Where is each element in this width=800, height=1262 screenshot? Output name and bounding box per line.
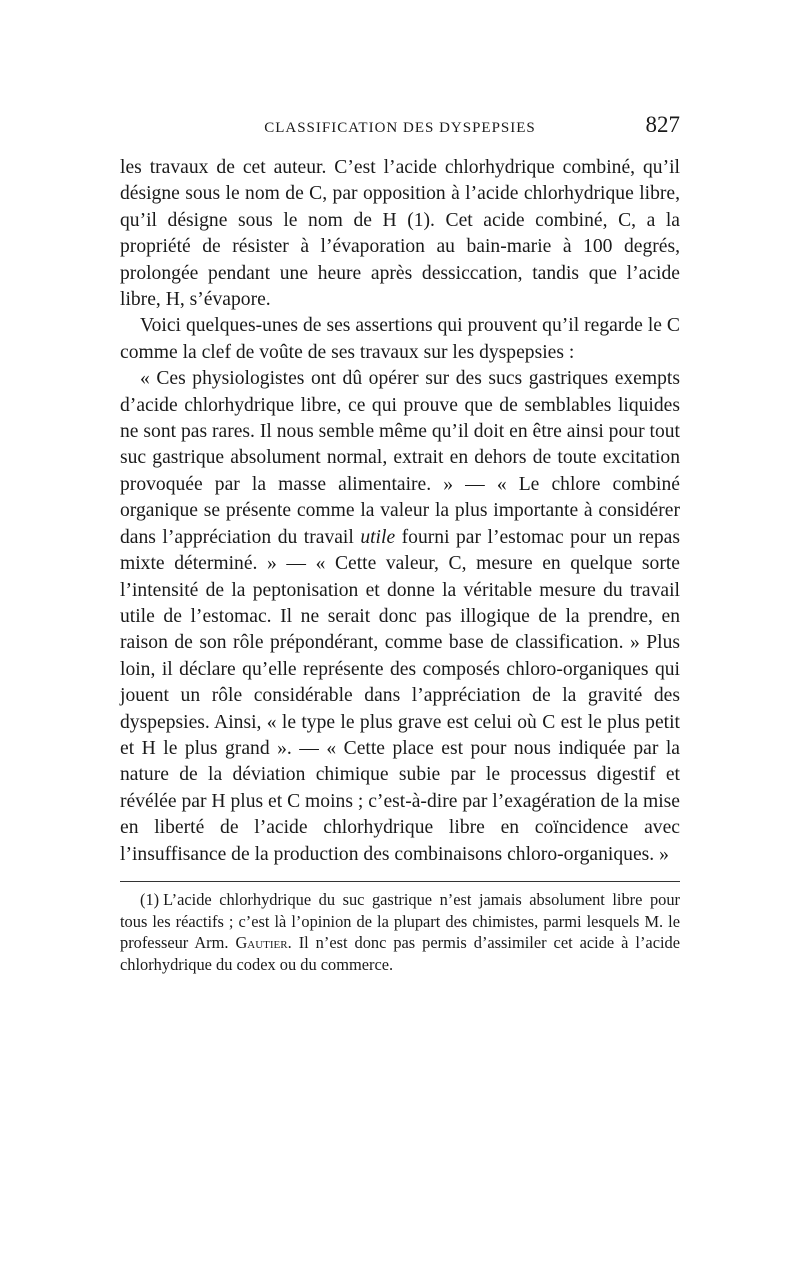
paragraph-3 <box>120 366 680 868</box>
running-head <box>120 112 680 142</box>
paragraph-2: Voici quelques-unes de ses assertions qui prouvent qu’il regarde le C comme la clef de voûte de ses travaux sur les dyspepsies : <box>120 315 680 363</box>
paragraph-1: les travaux de cet auteur. C’est l’acide chlorhydrique combiné, qu’il désigne sous le nom de C, par opposition à l’acide chlorhydrique libre, qu’il désigne sous le nom de H (1). Cet acide combiné, C, a la propriété de résister à l’évaporation au bain-marie à 100 degrés, prolongée pendant une heure après dessiccation, tandis que l’acide libre, H, s’évapore. <box>120 157 680 311</box>
footnote-author: Gautier <box>235 933 288 953</box>
page-number: 827 <box>645 112 680 137</box>
footnote-rule <box>120 881 680 882</box>
quote-part-1: « Ces physiologistes ont dû opérer sur des sucs gastriques exempts d’acide chlorhydrique libre, ce qui prouve que de semblables liquides ne sont pas rares. Il nous semble même qu’il doit en être ainsi pour tout suc gastrique absolument normal, extrait en dehors de toute excitation provoquée par la masse alimentaire. » — « Le chlore combiné organique se présente comme la valeur la plus importante à considérer dans l’appréciation du travail <box>120 368 680 548</box>
italic-word-utile: utile <box>360 526 396 548</box>
footnote-text-1: L’acide chlorhydrique du suc gastrique n’est jamais absolument libre pour tous les réactifs ; c’est là l’opinion de la plupart des chimistes, parmi lesquels M. le professeur Arm. <box>120 889 680 953</box>
book-page <box>120 112 680 975</box>
footnote-text-2: . Il n’est donc pas permis d’assimiler cet acide à l’acide chlorhydrique du codex ou du commerce. <box>120 933 680 974</box>
quote-part-2: fourni par l’estomac pour un repas mixte déterminé. » — « Cette valeur, C, mesure en quelque sorte l’intensité de la peptonisation et donne la véritable mesure du travail utile de l’estomac. Il ne serait donc pas illogique de la prendre, en raison de son rôle prépondérant, comme base de classification. » Plus loin, il déclare qu’elle représente des composés chloro-organiques qui jouent un rôle considérable dans l’appréciation de la gravité des dyspepsies. Ainsi, « le type le plus grave est celui où C est le plus petit et H le plus grand ». — « Cette place est pour nous indiquée par la nature de la déviation chimique subie par le processus digestif et révélée par H plus et C moins ; c’est-à-dire par l’exagération de la mise en liberté de l’acide chlorhydrique libre en coïncidence avec l’insuffisance de la production des combinaisons chloro-organiques. » <box>120 526 680 865</box>
footnote-marker: (1) <box>140 889 160 909</box>
running-title: CLASSIFICATION DES DYSPEPSIES <box>264 120 536 136</box>
footnote <box>120 889 680 975</box>
body-text <box>120 155 680 868</box>
